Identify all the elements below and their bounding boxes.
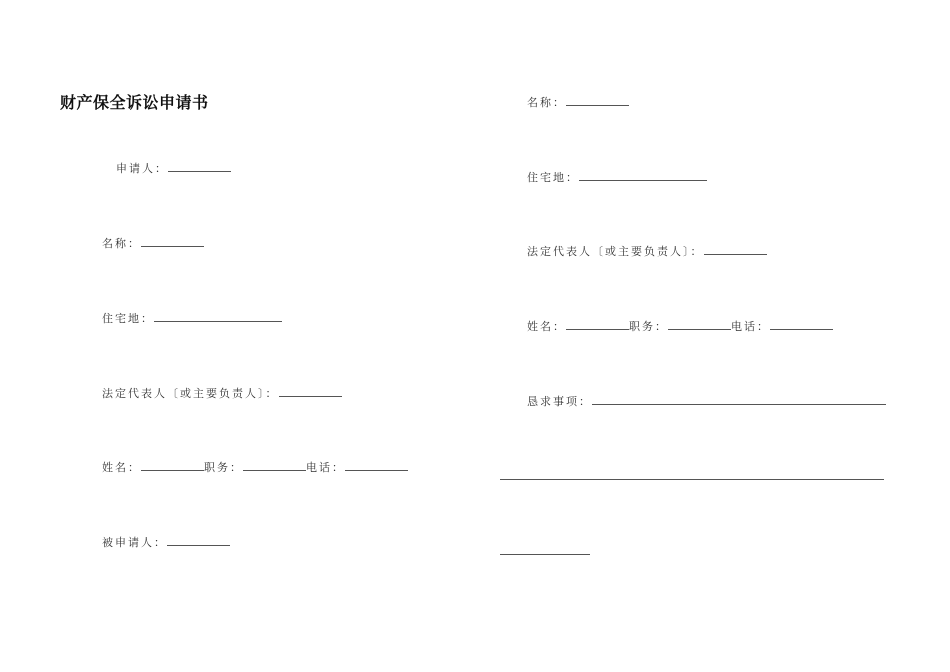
respondent-address-label: 住宅地： [527,171,579,184]
respondent-phone-label: 电话： [731,320,770,333]
applicant-address-blank[interactable] [154,310,282,322]
request-blank-line-2[interactable] [500,479,884,480]
respondent-position-label: 职务： [629,320,668,333]
applicant-heading-blank[interactable] [168,160,231,172]
applicant-representative-field [102,385,342,401]
applicant-position-blank[interactable] [243,459,306,471]
respondent-phone-blank[interactable] [770,318,833,330]
document-title: 财产保全诉讼申请书 [60,93,209,112]
respondent-surname-label: 姓名： [527,320,566,333]
applicant-address-label: 住宅地： [102,312,154,325]
request-blank-line-1[interactable] [592,393,886,405]
applicant-contact-field [102,459,408,475]
request-field [527,393,886,409]
request-blank-line-3[interactable] [500,554,590,555]
applicant-representative-blank[interactable] [279,385,342,397]
respondent-representative-field [527,243,767,259]
respondent-heading-label: 被申请人： [102,536,167,549]
respondent-address-field [527,169,707,185]
applicant-heading-field [116,160,231,176]
applicant-name-label: 名称： [102,237,141,250]
respondent-representative-blank[interactable] [704,243,767,255]
applicant-address-field [102,310,282,326]
respondent-heading-blank[interactable] [167,534,230,546]
applicant-representative-label: 法定代表人〔或主要负责人〕： [102,387,279,400]
respondent-name-field [527,94,629,110]
applicant-phone-label: 电话： [306,461,345,474]
applicant-phone-blank[interactable] [345,459,408,471]
applicant-name-blank[interactable] [141,235,204,247]
applicant-surname-blank[interactable] [141,459,204,471]
respondent-contact-field [527,318,833,334]
respondent-position-blank[interactable] [668,318,731,330]
respondent-surname-blank[interactable] [566,318,629,330]
applicant-name-field [102,235,204,251]
applicant-heading-label: 申请人： [116,162,168,175]
applicant-position-label: 职务： [204,461,243,474]
request-label: 恳求事项： [527,395,592,408]
respondent-address-blank[interactable] [579,169,707,181]
respondent-name-label: 名称： [527,96,566,109]
respondent-heading-field [102,534,230,550]
respondent-name-blank[interactable] [566,94,629,106]
applicant-surname-label: 姓名： [102,461,141,474]
respondent-representative-label: 法定代表人〔或主要负责人〕： [527,245,704,258]
